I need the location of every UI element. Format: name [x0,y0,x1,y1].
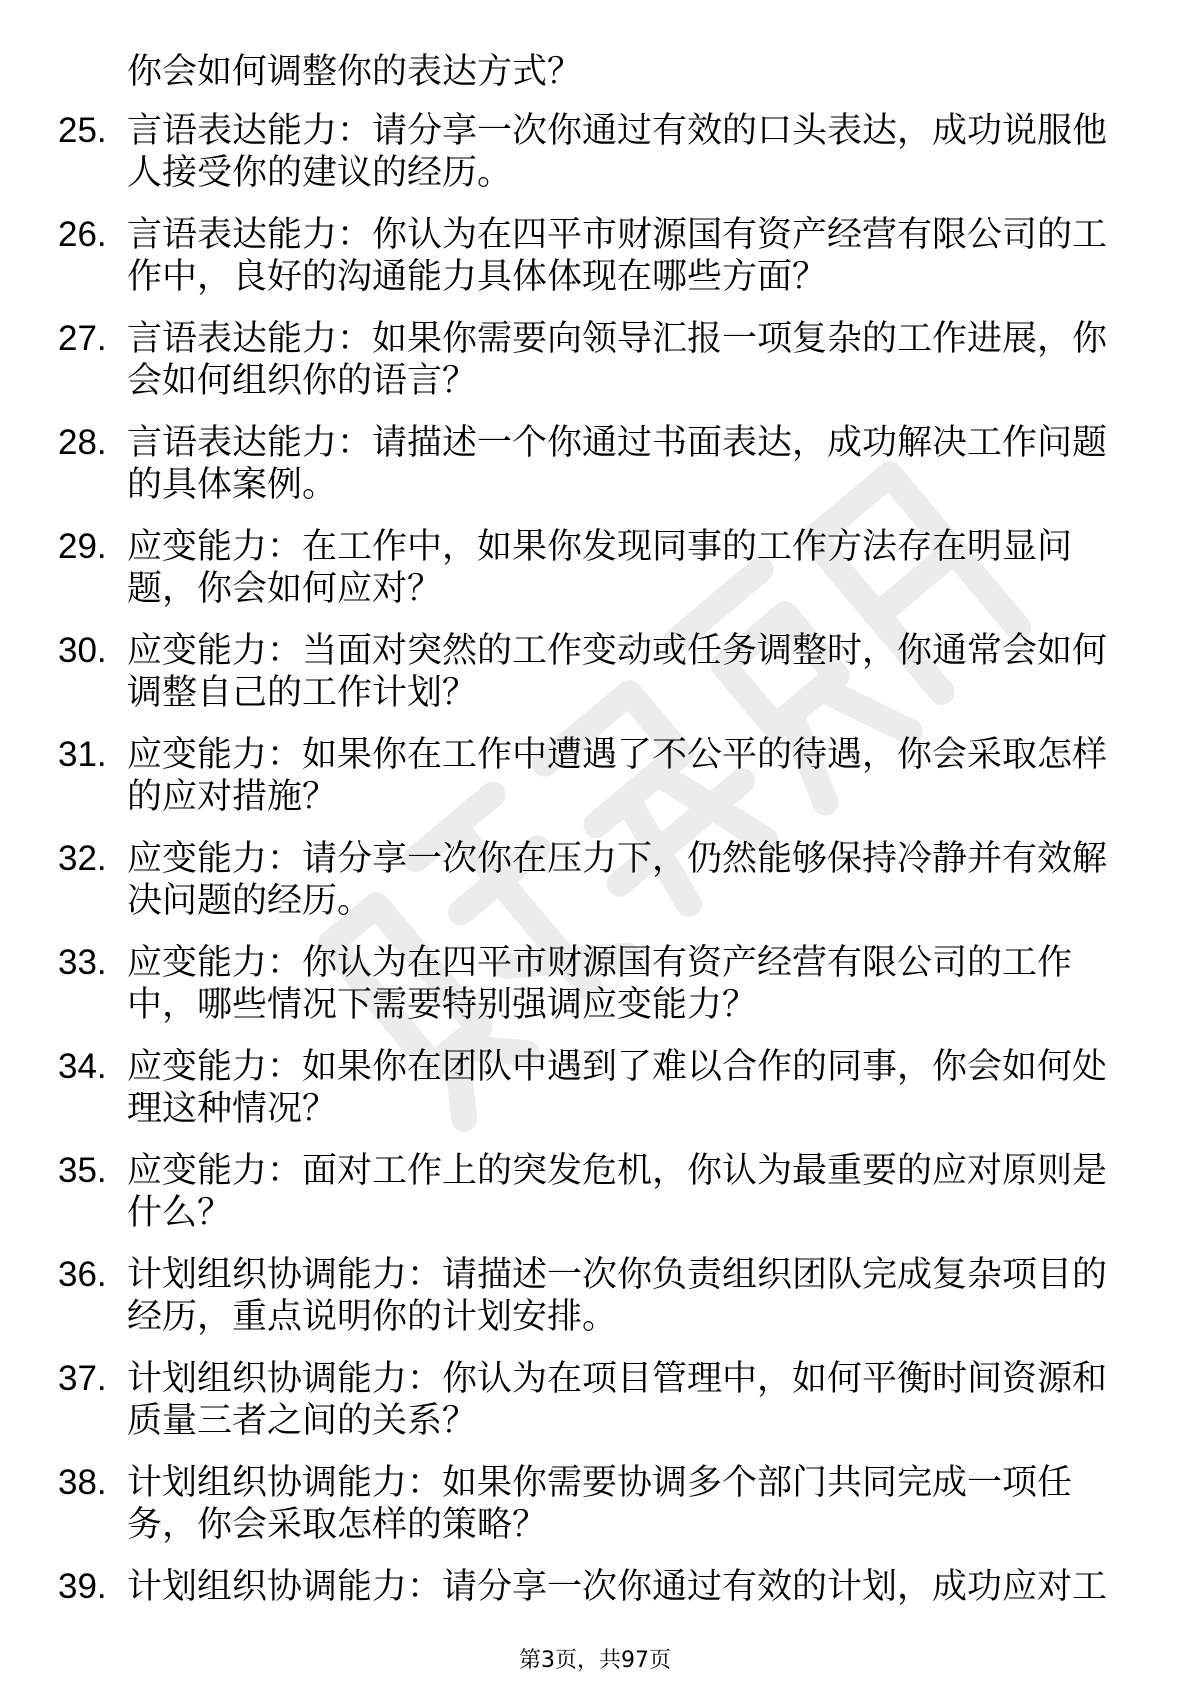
question-text [127,734,1127,818]
question-number: 27. [58,319,107,358]
list-item [0,1254,1190,1358]
question-line: 计划组织协调能力：如果你需要协调多个部门共同完成一项任 [127,1463,1073,1503]
question-number: 35. [58,1151,107,1190]
list-item [0,1462,1190,1566]
question-line: 的具体案例。 [127,465,338,505]
question-text [127,1566,1127,1608]
question-line: 理这种情况？ [127,1089,338,1129]
question-line: 应变能力：如果你在工作中遭遇了不公平的待遇，你会采取怎样 [127,735,1108,775]
question-line: 计划组织协调能力：你认为在项目管理中，如何平衡时间资源和 [127,1359,1108,1399]
list-item [0,422,1190,526]
list-item [0,526,1190,630]
question-number: 30. [58,631,107,670]
list-item [0,1150,1190,1254]
question-line: 质量三者之间的关系？ [127,1401,478,1441]
question-number: 34. [58,1047,107,1086]
question-line: 计划组织协调能力：请描述一次你负责组织团队完成复杂项目的 [127,1255,1108,1295]
continued-question-text: 你会如何调整你的表达方式？ [127,52,583,92]
question-number: 25. [58,111,107,150]
question-line: 计划组织协调能力：请分享一次你通过有效的计划，成功应对工 [127,1567,1108,1607]
question-text [127,214,1127,298]
question-line: 言语表达能力：你认为在四平市财源国有资产经营有限公司的工 [127,215,1108,255]
question-text [127,1358,1127,1442]
question-number: 33. [58,943,107,982]
question-list [0,110,1190,1670]
question-number: 29. [58,527,107,566]
question-number: 39. [58,1567,107,1606]
list-item [0,734,1190,838]
question-line: 的应对措施？ [127,777,338,817]
list-item [0,1358,1190,1462]
question-line: 言语表达能力：请描述一个你通过书面表达，成功解决工作问题 [127,423,1108,463]
question-text [127,526,1127,610]
question-line: 应变能力：你认为在四平市财源国有资产经营有限公司的工作 [127,943,1073,983]
question-line: 题，你会如何应对？ [127,569,443,609]
question-line: 应变能力：请分享一次你在压力下，仍然能够保持冷静并有效解 [127,839,1108,879]
question-line: 应变能力：当面对突然的工作变动或任务调整时，你通常会如何 [127,631,1108,671]
question-line: 务，你会采取怎样的策略？ [127,1505,548,1545]
question-line: 人接受你的建议的经历。 [127,153,513,193]
list-item [0,214,1190,318]
question-number: 26. [58,215,107,254]
list-item [0,838,1190,942]
question-text [127,630,1127,714]
question-line: 言语表达能力：请分享一次你通过有效的口头表达，成功说服他 [127,111,1108,151]
question-text [127,110,1127,194]
question-number: 36. [58,1255,107,1294]
question-line: 应变能力：如果你在团队中遇到了难以合作的同事，你会如何处 [127,1047,1108,1087]
question-text [127,1462,1127,1546]
question-line: 言语表达能力：如果你需要向领导汇报一项复杂的工作进展，你 [127,319,1108,359]
list-item [0,1046,1190,1150]
question-number: 32. [58,839,107,878]
question-line: 应变能力：面对工作上的突发危机，你认为最重要的应对原则是 [127,1151,1108,1191]
question-number: 28. [58,423,107,462]
question-text [127,942,1127,1026]
question-line: 应变能力：在工作中，如果你发现同事的工作方法存在明显问 [127,527,1073,567]
question-line: 会如何组织你的语言？ [127,361,478,401]
question-text [127,1254,1127,1338]
question-line: 作中，良好的沟通能力具体体现在哪些方面？ [127,257,828,297]
question-text [127,422,1127,506]
question-number: 37. [58,1359,107,1398]
question-line: 调整自己的工作计划？ [127,673,478,713]
list-item [0,942,1190,1046]
question-text [127,1046,1127,1130]
question-text [127,318,1127,402]
question-number: 38. [58,1463,107,1502]
list-item [0,318,1190,422]
question-number: 31. [58,735,107,774]
question-text [127,1150,1127,1234]
list-item [0,110,1190,214]
page-footer: 第3页，共97页 [519,1648,671,1673]
list-item [0,630,1190,734]
question-line: 决问题的经历。 [127,881,373,921]
question-line: 什么？ [127,1193,233,1233]
question-text [127,838,1127,922]
question-line: 经历，重点说明你的计划安排。 [127,1297,618,1337]
question-line: 中，哪些情况下需要特别强调应变能力？ [127,985,758,1025]
